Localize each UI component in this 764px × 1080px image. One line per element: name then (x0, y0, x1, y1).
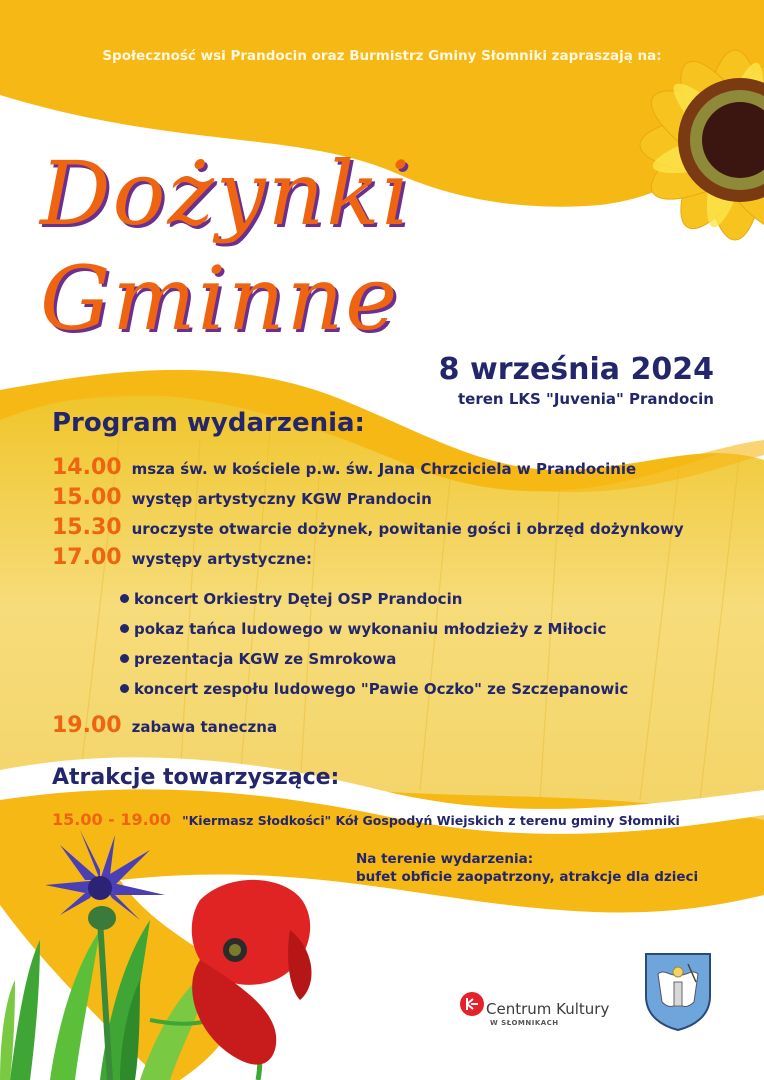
invitation-text: Społeczność wsi Prandocin oraz Burmistrz Gminy Słomniki zapraszają na: (102, 48, 662, 64)
program-time: 14.00 (52, 455, 122, 480)
bullet-icon (120, 624, 129, 633)
title-line-1: Dożynki (40, 142, 412, 245)
info-heading: Na terenie wydarzenia: (356, 851, 534, 867)
program-item-last (52, 713, 277, 738)
centrum-kultury-logo-icon (460, 992, 484, 1016)
program-desc: występy artystyczne: (131, 550, 313, 568)
program-desc: zabawa taneczna (131, 718, 278, 736)
event-info (356, 850, 698, 886)
program-desc: uroczyste otwarcie dożynek, powitanie gości i obrzęd dożynkowy (131, 520, 684, 538)
program-item (52, 485, 432, 510)
performance-item: pokaz tańca ludowego w wykonaniu młodzieży z Miłocic (120, 620, 606, 638)
performance-item: koncert Orkiestry Dętej OSP Prandocin (120, 590, 462, 608)
program-time: 19.00 (52, 713, 122, 738)
attraction-item (52, 810, 680, 829)
bullet-icon (120, 654, 129, 663)
attractions-heading: Atrakcje towarzyszące: (52, 765, 340, 790)
coat-of-arms-icon (644, 952, 712, 1032)
performance-item: prezentacja KGW ze Smrokowa (120, 650, 396, 668)
program-time: 15.00 (52, 485, 122, 510)
title-line-2: Gminne (40, 247, 400, 350)
program-time: 17.00 (52, 545, 122, 570)
bullet-icon (120, 684, 129, 693)
program-desc: msza św. w kościele p.w. św. Jana Chrzciciela w Prandocinie (131, 460, 637, 478)
program-desc: występ artystyczny KGW Prandocin (131, 490, 432, 508)
event-venue: teren LKS "Juvenia" Prandocin (458, 390, 714, 408)
program-time: 15.30 (52, 515, 122, 540)
attraction-desc: "Kiermasz Słodkości" Kół Gospodyń Wiejskich z terenu gminy Słomniki (182, 813, 680, 828)
event-date: 8 września 2024 (438, 352, 714, 387)
attraction-time: 15.00 - 19.00 (52, 810, 171, 829)
centrum-kultury-sub: W SŁOMNIKACH (490, 1019, 559, 1027)
program-heading: Program wydarzenia: (52, 408, 365, 438)
centrum-kultury-name: Centrum Kultury (486, 1000, 610, 1018)
info-text: bufet obficie zaopatrzony, atrakcje dla dzieci (356, 869, 699, 885)
program-item (52, 515, 684, 540)
program-item (52, 545, 312, 570)
program-item (52, 455, 636, 480)
bullet-icon (120, 594, 129, 603)
performance-item: koncert zespołu ludowego "Pawie Oczko" ze Szczepanowic (120, 680, 628, 698)
